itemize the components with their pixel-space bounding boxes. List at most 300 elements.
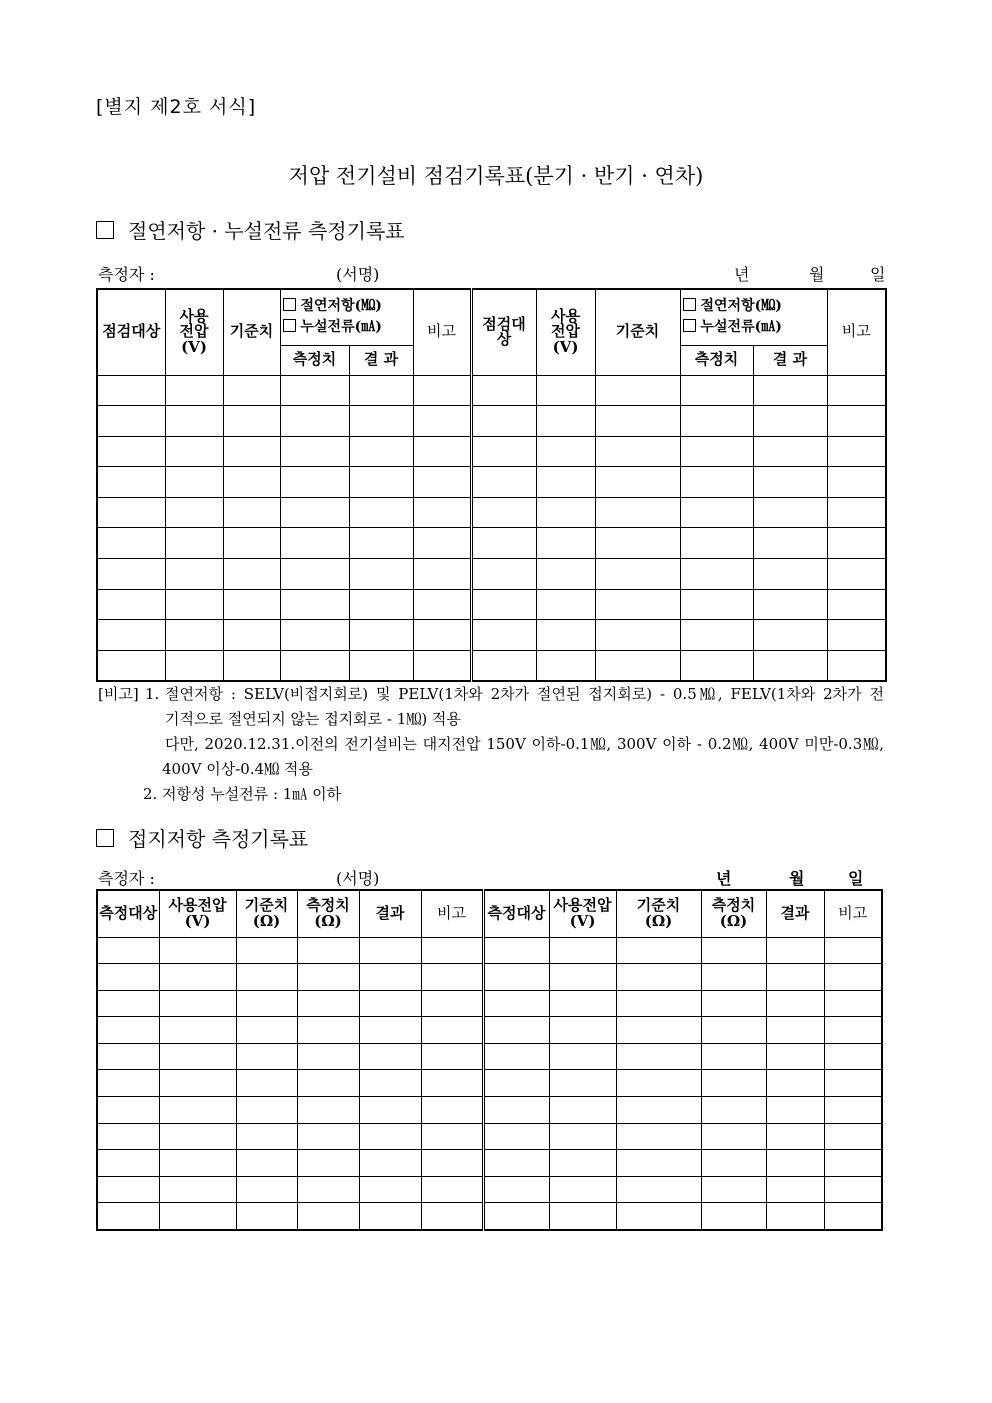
entry-cell[interactable] xyxy=(165,589,223,620)
table-row xyxy=(97,937,882,964)
entry-cell[interactable] xyxy=(701,1043,766,1070)
entry-cell[interactable] xyxy=(236,1123,297,1150)
entry-cell[interactable] xyxy=(595,406,680,437)
entry-cell[interactable] xyxy=(827,375,886,406)
entry-cell[interactable] xyxy=(223,620,280,651)
entry-cell[interactable] xyxy=(236,1176,297,1203)
entry-cell[interactable] xyxy=(616,1043,701,1070)
entry-cell[interactable] xyxy=(421,1097,483,1124)
entry-cell[interactable] xyxy=(359,1123,421,1150)
entry-cell[interactable] xyxy=(595,650,680,681)
entry-cell[interactable] xyxy=(359,1097,421,1124)
entry-cell[interactable] xyxy=(471,375,536,406)
entry-cell[interactable] xyxy=(680,406,753,437)
entry-cell[interactable] xyxy=(421,937,483,964)
entry-cell[interactable] xyxy=(483,1097,549,1124)
entry-cell[interactable] xyxy=(421,990,483,1017)
entry-cell[interactable] xyxy=(680,528,753,559)
entry-cell[interactable] xyxy=(297,1017,359,1044)
entry-cell[interactable] xyxy=(97,375,165,406)
entry-cell[interactable] xyxy=(483,1123,549,1150)
entry-cell[interactable] xyxy=(753,528,827,559)
entry-cell[interactable] xyxy=(549,1097,616,1124)
entry-cell[interactable] xyxy=(97,1043,159,1070)
entry-cell[interactable] xyxy=(824,1097,882,1124)
entry-cell[interactable] xyxy=(165,467,223,498)
entry-cell[interactable] xyxy=(701,1203,766,1230)
entry-cell[interactable] xyxy=(766,1070,824,1097)
header-result-right: 결 과 xyxy=(753,345,827,375)
entry-cell[interactable] xyxy=(549,1150,616,1177)
entry-cell[interactable] xyxy=(680,497,753,528)
entry-cell[interactable] xyxy=(471,650,536,681)
entry-cell[interactable] xyxy=(766,1043,824,1070)
header-check-options: 절연저항(㏁) 누설전류(㎃) xyxy=(280,289,413,345)
entry-cell[interactable] xyxy=(753,497,827,528)
entry-cell[interactable] xyxy=(827,497,886,528)
entry-cell[interactable] xyxy=(97,497,165,528)
entry-cell[interactable] xyxy=(159,1150,236,1177)
entry-cell[interactable] xyxy=(297,1070,359,1097)
table-row xyxy=(97,559,886,590)
section2-title: 접지저항 측정기록표 xyxy=(128,827,309,851)
entry-cell[interactable] xyxy=(616,1097,701,1124)
header-measured: 측정치 xyxy=(280,345,349,375)
entry-cell[interactable] xyxy=(701,1070,766,1097)
entry-cell[interactable] xyxy=(165,650,223,681)
entry-cell[interactable] xyxy=(165,497,223,528)
entry-cell[interactable] xyxy=(549,1017,616,1044)
table-row xyxy=(97,497,886,528)
entry-cell[interactable] xyxy=(471,467,536,498)
entry-cell[interactable] xyxy=(616,1123,701,1150)
header-remarks: 비고 xyxy=(421,890,483,937)
entry-cell[interactable] xyxy=(97,1176,159,1203)
entry-cell[interactable] xyxy=(766,964,824,991)
entry-cell[interactable] xyxy=(349,467,413,498)
entry-cell[interactable] xyxy=(827,559,886,590)
entry-cell[interactable] xyxy=(223,559,280,590)
entry-cell[interactable] xyxy=(297,937,359,964)
entry-cell[interactable] xyxy=(97,406,165,437)
entry-cell[interactable] xyxy=(421,1043,483,1070)
entry-cell[interactable] xyxy=(753,620,827,651)
entry-cell[interactable] xyxy=(753,467,827,498)
entry-cell[interactable] xyxy=(280,467,349,498)
entry-cell[interactable] xyxy=(413,436,471,467)
entry-cell[interactable] xyxy=(824,1123,882,1150)
entry-cell[interactable] xyxy=(223,497,280,528)
entry-cell[interactable] xyxy=(223,375,280,406)
month-label: 월 xyxy=(789,869,805,888)
entry-cell[interactable] xyxy=(616,990,701,1017)
entry-cell[interactable] xyxy=(536,650,595,681)
entry-cell[interactable] xyxy=(413,467,471,498)
entry-cell[interactable] xyxy=(349,436,413,467)
entry-cell[interactable] xyxy=(701,964,766,991)
document-title: 저압 전기설비 점검기록표(분기 · 반기 · 연차) xyxy=(288,164,704,188)
entry-cell[interactable] xyxy=(297,990,359,1017)
entry-cell[interactable] xyxy=(97,559,165,590)
entry-cell[interactable] xyxy=(223,650,280,681)
entry-cell[interactable] xyxy=(359,990,421,1017)
table-row xyxy=(97,1043,882,1070)
entry-cell[interactable] xyxy=(236,937,297,964)
entry-cell[interactable] xyxy=(165,528,223,559)
header-standard: 기준치 xyxy=(223,289,280,375)
entry-cell[interactable] xyxy=(549,937,616,964)
entry-cell[interactable] xyxy=(223,589,280,620)
entry-cell[interactable] xyxy=(297,1123,359,1150)
entry-cell[interactable] xyxy=(236,990,297,1017)
entry-cell[interactable] xyxy=(165,620,223,651)
entry-cell[interactable] xyxy=(701,1123,766,1150)
entry-cell[interactable] xyxy=(701,1176,766,1203)
entry-cell[interactable] xyxy=(280,406,349,437)
entry-cell[interactable] xyxy=(236,964,297,991)
table-row xyxy=(97,528,886,559)
entry-cell[interactable] xyxy=(536,620,595,651)
entry-cell[interactable] xyxy=(236,1070,297,1097)
entry-cell[interactable] xyxy=(766,1203,824,1230)
entry-cell[interactable] xyxy=(421,964,483,991)
entry-cell[interactable] xyxy=(536,467,595,498)
entry-cell[interactable] xyxy=(159,1123,236,1150)
entry-cell[interactable] xyxy=(483,1150,549,1177)
entry-cell[interactable] xyxy=(827,620,886,651)
entry-cell[interactable] xyxy=(827,528,886,559)
entry-cell[interactable] xyxy=(766,1123,824,1150)
entry-cell[interactable] xyxy=(827,467,886,498)
entry-cell[interactable] xyxy=(549,1176,616,1203)
entry-cell[interactable] xyxy=(223,467,280,498)
entry-cell[interactable] xyxy=(97,1017,159,1044)
entry-cell[interactable] xyxy=(483,1017,549,1044)
entry-cell[interactable] xyxy=(471,559,536,590)
entry-cell[interactable] xyxy=(701,1097,766,1124)
entry-cell[interactable] xyxy=(421,1017,483,1044)
entry-cell[interactable] xyxy=(159,964,236,991)
header-voltage: 사용전압 (V) xyxy=(159,890,236,937)
entry-cell[interactable] xyxy=(236,1203,297,1230)
header-remarks-right: 비고 xyxy=(824,890,882,937)
entry-cell[interactable] xyxy=(616,1176,701,1203)
entry-cell[interactable] xyxy=(349,406,413,437)
entry-cell[interactable] xyxy=(280,497,349,528)
entry-cell[interactable] xyxy=(766,990,824,1017)
entry-cell[interactable] xyxy=(549,1043,616,1070)
entry-cell[interactable] xyxy=(97,620,165,651)
entry-cell[interactable] xyxy=(827,650,886,681)
table-row xyxy=(97,1070,882,1097)
entry-cell[interactable] xyxy=(359,1070,421,1097)
entry-cell[interactable] xyxy=(97,1123,159,1150)
entry-cell[interactable] xyxy=(236,1150,297,1177)
entry-cell[interactable] xyxy=(359,1150,421,1177)
entry-cell[interactable] xyxy=(159,1017,236,1044)
entry-cell[interactable] xyxy=(549,1070,616,1097)
entry-cell[interactable] xyxy=(680,650,753,681)
entry-cell[interactable] xyxy=(97,1097,159,1124)
entry-cell[interactable] xyxy=(471,406,536,437)
header-remarks: 비고 xyxy=(413,289,471,375)
entry-cell[interactable] xyxy=(159,990,236,1017)
entry-cell[interactable] xyxy=(536,589,595,620)
entry-cell[interactable] xyxy=(97,650,165,681)
table-row xyxy=(97,1017,882,1044)
entry-cell[interactable] xyxy=(413,406,471,437)
header-result: 결 과 xyxy=(349,345,413,375)
entry-cell[interactable] xyxy=(165,559,223,590)
notes-block xyxy=(98,682,884,807)
entry-cell[interactable] xyxy=(223,436,280,467)
entry-cell[interactable] xyxy=(824,1203,882,1230)
entry-cell[interactable] xyxy=(536,406,595,437)
entry-cell[interactable] xyxy=(824,1150,882,1177)
entry-cell[interactable] xyxy=(824,1017,882,1044)
entry-cell[interactable] xyxy=(827,436,886,467)
entry-cell[interactable] xyxy=(97,1150,159,1177)
entry-cell[interactable] xyxy=(280,436,349,467)
entry-cell[interactable] xyxy=(471,528,536,559)
entry-cell[interactable] xyxy=(97,1070,159,1097)
entry-cell[interactable] xyxy=(159,1176,236,1203)
entry-cell[interactable] xyxy=(595,589,680,620)
entry-cell[interactable] xyxy=(680,589,753,620)
entry-cell[interactable] xyxy=(701,990,766,1017)
entry-cell[interactable] xyxy=(680,375,753,406)
entry-cell[interactable] xyxy=(753,406,827,437)
entry-cell[interactable] xyxy=(159,937,236,964)
header-target: 점검대상 xyxy=(97,289,165,375)
entry-cell[interactable] xyxy=(824,937,882,964)
entry-cell[interactable] xyxy=(701,937,766,964)
entry-cell[interactable] xyxy=(827,406,886,437)
table-row xyxy=(97,1150,882,1177)
entry-cell[interactable] xyxy=(97,1203,159,1230)
entry-cell[interactable] xyxy=(223,528,280,559)
entry-cell[interactable] xyxy=(701,1017,766,1044)
entry-cell[interactable] xyxy=(766,1150,824,1177)
section1-title: 절연저항 · 누설전류 측정기록표 xyxy=(128,219,405,243)
entry-cell[interactable] xyxy=(297,1097,359,1124)
entry-cell[interactable] xyxy=(349,589,413,620)
entry-cell[interactable] xyxy=(236,1097,297,1124)
entry-cell[interactable] xyxy=(753,589,827,620)
entry-cell[interactable] xyxy=(280,528,349,559)
entry-cell[interactable] xyxy=(159,1043,236,1070)
entry-cell[interactable] xyxy=(413,497,471,528)
ground-resistance-table xyxy=(96,889,883,1231)
entry-cell[interactable] xyxy=(421,1123,483,1150)
entry-cell[interactable] xyxy=(97,990,159,1017)
entry-cell[interactable] xyxy=(616,964,701,991)
entry-cell[interactable] xyxy=(421,1203,483,1230)
entry-cell[interactable] xyxy=(824,1176,882,1203)
entry-cell[interactable] xyxy=(680,436,753,467)
entry-cell[interactable] xyxy=(297,1150,359,1177)
entry-cell[interactable] xyxy=(595,467,680,498)
entry-cell[interactable] xyxy=(280,589,349,620)
entry-cell[interactable] xyxy=(595,375,680,406)
entry-cell[interactable] xyxy=(297,1203,359,1230)
entry-cell[interactable] xyxy=(616,937,701,964)
entry-cell[interactable] xyxy=(159,1097,236,1124)
entry-cell[interactable] xyxy=(413,375,471,406)
entry-cell[interactable] xyxy=(97,528,165,559)
entry-cell[interactable] xyxy=(97,964,159,991)
form-label: [별지 제2호 서식] xyxy=(96,96,257,118)
entry-cell[interactable] xyxy=(616,1070,701,1097)
entry-cell[interactable] xyxy=(595,497,680,528)
entry-cell[interactable] xyxy=(421,1070,483,1097)
entry-cell[interactable] xyxy=(766,937,824,964)
entry-cell[interactable] xyxy=(483,937,549,964)
entry-cell[interactable] xyxy=(97,436,165,467)
header-remarks-right: 비고 xyxy=(827,289,886,375)
entry-cell[interactable] xyxy=(753,436,827,467)
entry-cell[interactable] xyxy=(359,1017,421,1044)
entry-cell[interactable] xyxy=(483,1070,549,1097)
entry-cell[interactable] xyxy=(616,1150,701,1177)
entry-cell[interactable] xyxy=(349,528,413,559)
entry-cell[interactable] xyxy=(165,406,223,437)
entry-cell[interactable] xyxy=(421,1150,483,1177)
header-target-right: 측정대상 xyxy=(483,890,549,937)
entry-cell[interactable] xyxy=(536,497,595,528)
entry-cell[interactable] xyxy=(483,1203,549,1230)
entry-cell[interactable] xyxy=(595,528,680,559)
entry-cell[interactable] xyxy=(280,375,349,406)
entry-cell[interactable] xyxy=(483,964,549,991)
entry-cell[interactable] xyxy=(824,964,882,991)
entry-cell[interactable] xyxy=(471,589,536,620)
entry-cell[interactable] xyxy=(413,589,471,620)
entry-cell[interactable] xyxy=(349,559,413,590)
entry-cell[interactable] xyxy=(549,1123,616,1150)
entry-cell[interactable] xyxy=(753,650,827,681)
header-result-right: 결과 xyxy=(766,890,824,937)
entry-cell[interactable] xyxy=(824,1070,882,1097)
entry-cell[interactable] xyxy=(236,1017,297,1044)
checkbox-leakage-right[interactable] xyxy=(683,319,696,332)
entry-cell[interactable] xyxy=(280,650,349,681)
header-voltage: 사용 전압 (V) xyxy=(165,289,223,375)
entry-cell[interactable] xyxy=(824,990,882,1017)
header-measured-right: 측정치 (Ω) xyxy=(701,890,766,937)
entry-cell[interactable] xyxy=(359,937,421,964)
entry-cell[interactable] xyxy=(766,1097,824,1124)
table-row xyxy=(97,406,886,437)
entry-cell[interactable] xyxy=(753,559,827,590)
entry-cell[interactable] xyxy=(349,497,413,528)
table-row xyxy=(97,990,882,1017)
entry-cell[interactable] xyxy=(349,375,413,406)
entry-cell[interactable] xyxy=(165,436,223,467)
table-row xyxy=(97,1203,882,1230)
header-voltage-right: 사용전압 (V) xyxy=(549,890,616,937)
entry-cell[interactable] xyxy=(359,964,421,991)
table-row xyxy=(97,1176,882,1203)
entry-cell[interactable] xyxy=(297,964,359,991)
note-line: 2. 저항성 누설전류 : 1㎃ 이하 xyxy=(143,785,342,803)
header-voltage-right: 사용 전압 (V) xyxy=(536,289,595,375)
note-line: 기적으로 절연되지 않는 접지회로 - 1㏁) 적용 xyxy=(165,710,461,728)
entry-cell[interactable] xyxy=(165,375,223,406)
entry-cell[interactable] xyxy=(483,1176,549,1203)
checkbox-insulation-right[interactable] xyxy=(683,298,696,311)
entry-cell[interactable] xyxy=(483,1043,549,1070)
entry-cell[interactable] xyxy=(471,436,536,467)
entry-cell[interactable] xyxy=(595,436,680,467)
entry-cell[interactable] xyxy=(97,937,159,964)
entry-cell[interactable] xyxy=(471,620,536,651)
entry-cell[interactable] xyxy=(297,1176,359,1203)
entry-cell[interactable] xyxy=(349,650,413,681)
entry-cell[interactable] xyxy=(297,1043,359,1070)
entry-cell[interactable] xyxy=(701,1150,766,1177)
entry-cell[interactable] xyxy=(536,559,595,590)
entry-cell[interactable] xyxy=(616,1017,701,1044)
entry-cell[interactable] xyxy=(359,1203,421,1230)
entry-cell[interactable] xyxy=(483,990,549,1017)
entry-cell[interactable] xyxy=(549,964,616,991)
entry-cell[interactable] xyxy=(413,650,471,681)
entry-cell[interactable] xyxy=(536,436,595,467)
entry-cell[interactable] xyxy=(359,1043,421,1070)
entry-cell[interactable] xyxy=(97,589,165,620)
section1-meta xyxy=(98,262,884,282)
entry-cell[interactable] xyxy=(471,497,536,528)
entry-cell[interactable] xyxy=(766,1176,824,1203)
entry-cell[interactable] xyxy=(280,620,349,651)
entry-cell[interactable] xyxy=(680,620,753,651)
entry-cell[interactable] xyxy=(280,559,349,590)
entry-cell[interactable] xyxy=(680,467,753,498)
table-row xyxy=(97,964,882,991)
entry-cell[interactable] xyxy=(824,1043,882,1070)
entry-cell[interactable] xyxy=(359,1176,421,1203)
entry-cell[interactable] xyxy=(223,406,280,437)
entry-cell[interactable] xyxy=(616,1203,701,1230)
entry-cell[interactable] xyxy=(753,375,827,406)
entry-cell[interactable] xyxy=(421,1176,483,1203)
entry-cell[interactable] xyxy=(536,375,595,406)
checkbox-insulation[interactable] xyxy=(283,298,296,311)
checkbox-leakage[interactable] xyxy=(283,319,296,332)
entry-cell[interactable] xyxy=(595,620,680,651)
entry-cell[interactable] xyxy=(549,1203,616,1230)
entry-cell[interactable] xyxy=(536,528,595,559)
entry-cell[interactable] xyxy=(595,559,680,590)
entry-cell[interactable] xyxy=(159,1070,236,1097)
entry-cell[interactable] xyxy=(413,620,471,651)
note-line: [비고] 1. 절연저항 : SELV(비접지회로) 및 PELV(1차와 2차가 절연된 접지회로) - 0.5㏁, FELV(1차와 2차가 전 xyxy=(98,685,884,703)
entry-cell[interactable] xyxy=(827,589,886,620)
entry-cell[interactable] xyxy=(413,559,471,590)
entry-cell[interactable] xyxy=(549,990,616,1017)
entry-cell[interactable] xyxy=(413,528,471,559)
entry-cell[interactable] xyxy=(159,1203,236,1230)
section1-heading xyxy=(96,215,405,244)
entry-cell[interactable] xyxy=(349,620,413,651)
entry-cell[interactable] xyxy=(766,1017,824,1044)
entry-cell[interactable] xyxy=(236,1043,297,1070)
entry-cell[interactable] xyxy=(97,467,165,498)
day-label: 일 xyxy=(848,869,864,888)
entry-cell[interactable] xyxy=(680,559,753,590)
header-target: 측정대상 xyxy=(97,890,159,937)
